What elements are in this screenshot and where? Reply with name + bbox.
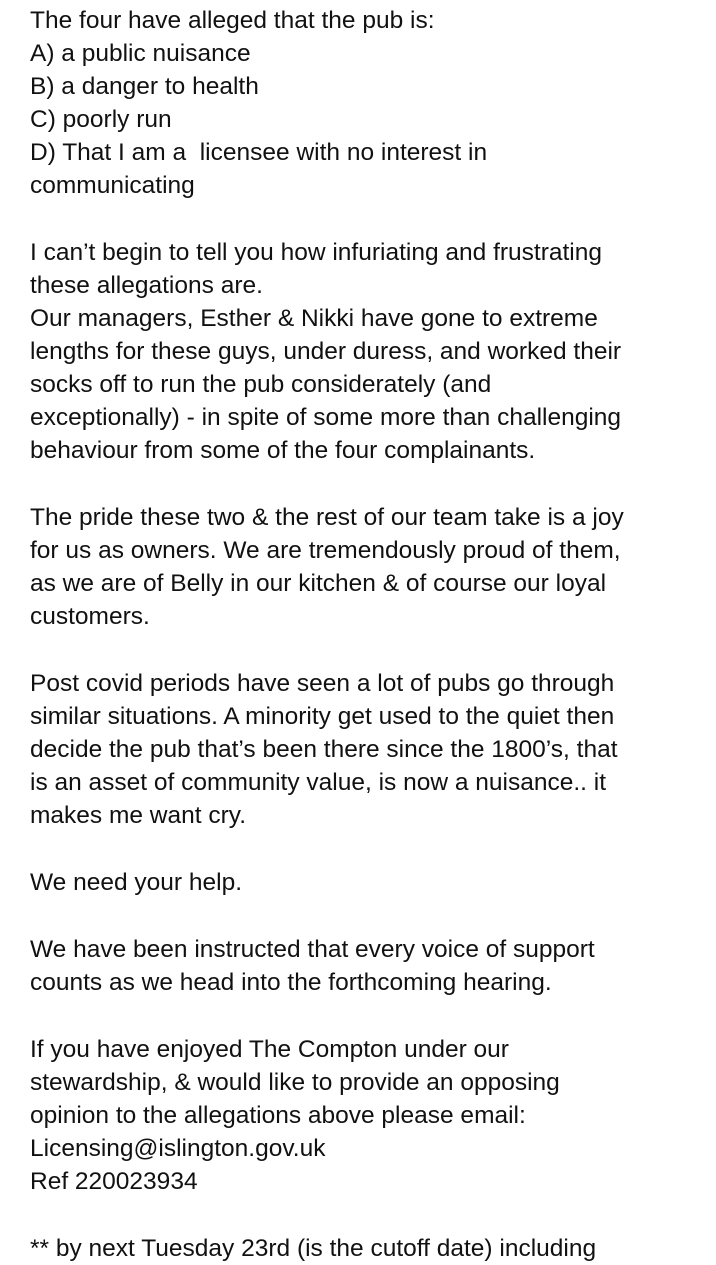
paragraph-line: Post covid periods have seen a lot of pubs go through xyxy=(30,670,615,697)
deadline-note xyxy=(30,1232,710,1265)
allegation-item: C) poorly run xyxy=(30,106,172,133)
paragraph-line: customers. xyxy=(30,603,150,630)
statement-document xyxy=(30,4,710,1265)
allegations-section xyxy=(30,4,710,202)
paragraph-line: Our managers, Esther & Nikki have gone to extreme xyxy=(30,305,598,332)
paragraph-pride xyxy=(30,501,710,633)
paragraph-line: We have been instructed that every voice of support xyxy=(30,936,595,963)
paragraph-line: We need your help. xyxy=(30,869,243,896)
paragraph-line: similar situations. A minority get used to the quiet then xyxy=(30,703,615,730)
contact-section xyxy=(30,1033,710,1198)
paragraph-line: counts as we head into the forthcoming hearing. xyxy=(30,969,552,996)
allegation-item: D) That I am a licensee with no interest in xyxy=(30,139,488,166)
paragraph-line: as we are of Belly in our kitchen & of course our loyal xyxy=(30,570,607,597)
paragraph-support xyxy=(30,933,710,999)
paragraph-line: I can’t begin to tell you how infuriating and frustrating xyxy=(30,239,603,266)
paragraph-line: these allegations are. xyxy=(30,272,263,299)
paragraph-line: behaviour from some of the four complainants. xyxy=(30,437,536,464)
email-link[interactable]: Licensing@islington.gov.uk xyxy=(30,1135,326,1162)
paragraph-line: ** by next Tuesday 23rd (is the cutoff date) including xyxy=(30,1235,597,1262)
paragraph-line: is an asset of community value, is now a nuisance.. it xyxy=(30,769,607,796)
allegation-item: A) a public nuisance xyxy=(30,40,251,67)
paragraph-line: for us as owners. We are tremendously proud of them, xyxy=(30,537,621,564)
paragraph-line: opinion to the allegations above please email: xyxy=(30,1102,526,1129)
paragraph-help xyxy=(30,866,710,899)
paragraph-line: lengths for these guys, under duress, and worked their xyxy=(30,338,622,365)
paragraph-post-covid xyxy=(30,667,710,832)
allegation-item: B) a danger to health xyxy=(30,73,259,100)
paragraph-frustration xyxy=(30,236,710,467)
email-line xyxy=(30,1132,710,1165)
reference-number: Ref 220023934 xyxy=(30,1168,198,1195)
paragraph-line: makes me want cry. xyxy=(30,802,247,829)
paragraph-line: If you have enjoyed The Compton under our xyxy=(30,1036,509,1063)
paragraph-line: exceptionally) - in spite of some more than challenging xyxy=(30,404,622,431)
paragraph-line: decide the pub that’s been there since the 1800’s, that xyxy=(30,736,618,763)
allegations-heading: The four have alleged that the pub is: xyxy=(30,7,435,34)
allegation-item-continued: communicating xyxy=(30,172,195,199)
paragraph-line: socks off to run the pub considerately (and xyxy=(30,371,492,398)
paragraph-line: stewardship, & would like to provide an opposing xyxy=(30,1069,560,1096)
paragraph-line: The pride these two & the rest of our team take is a joy xyxy=(30,504,624,531)
